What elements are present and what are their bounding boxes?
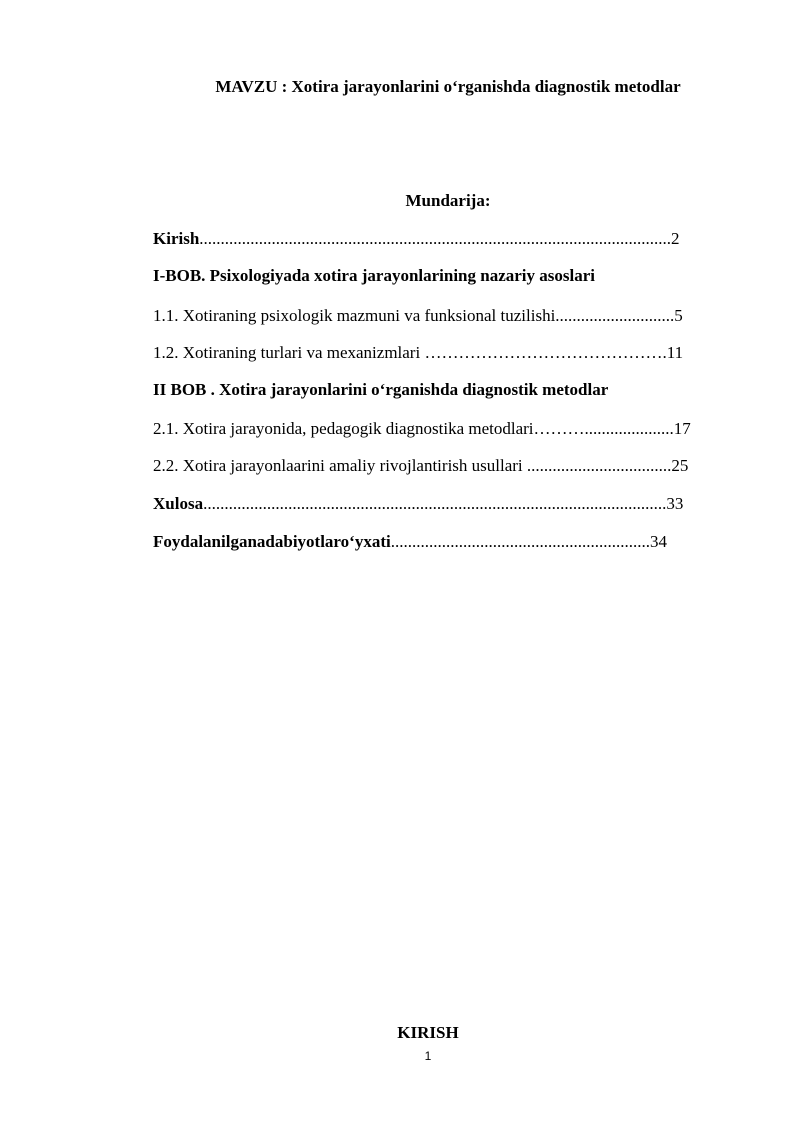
toc-entry-2-2 [153, 456, 688, 476]
toc-entry-page: 5 [674, 306, 683, 325]
toc-entry-references [153, 532, 667, 552]
toc-entry-leader: ............................................................................................................. [203, 494, 667, 513]
toc-entry-title: Xulosa [153, 494, 204, 513]
toc-entry-title: 2.2. Xotira jarayonlaarini amaliy rivojlantirish usullari [153, 456, 527, 475]
toc-entry-leader: ……………………………………. [424, 343, 667, 362]
toc-entry-title: Kirish [153, 229, 200, 248]
toc-entry-title: 2.1. Xotira jarayonida, pedagogik diagnostika metodlari [153, 419, 534, 438]
toc-heading: Mundarija: [405, 191, 491, 210]
toc-entry-page: 11 [666, 343, 684, 362]
section-heading: KIRISH [397, 1023, 459, 1042]
toc-entry-page: 17 [673, 419, 691, 438]
toc-entry-page: 2 [671, 229, 680, 248]
toc-entry-leader: ............................................................. [390, 532, 650, 551]
toc-entry-page: 25 [671, 456, 689, 475]
toc-entry-leader: ............................ [555, 306, 675, 325]
toc-entry-leader: ............................................................................................................... [199, 229, 672, 248]
page-number: 1 [424, 1049, 432, 1063]
toc-entry-title: II BOB . Xotira jarayonlarini o‘rganishda diagnostik metodlar [153, 380, 609, 399]
toc-entry-page: 34 [649, 532, 667, 551]
toc-entry-kirish [153, 229, 680, 249]
toc-entry-2-1 [153, 419, 691, 439]
toc-entry-leader: ………..................... [533, 419, 674, 438]
toc-entry-page: 33 [666, 494, 684, 513]
toc-entry-title: Foydalanilganadabiyotlaro‘yxati [153, 532, 391, 551]
toc-entry-title: I-BOB. Psixologiyada xotira jarayonlarining nazariy asoslari [153, 266, 596, 285]
toc-entry-title: 1.1. Xotiraning psixologik mazmuni va funksional tuzilishi [153, 306, 556, 325]
toc-entry-leader: .................................. [526, 456, 672, 475]
toc-entry-chapter-1 [153, 266, 595, 286]
page-title: MAVZU : Xotira jarayonlarini o‘rganishda diagnostik metodlar [215, 77, 681, 96]
toc-entry-title: 1.2. Xotiraning turlari va mexanizmlari [153, 343, 425, 362]
toc-entry-1-1 [153, 306, 683, 326]
toc-entry-xulosa [153, 494, 683, 514]
toc-entry-chapter-2 [153, 380, 608, 400]
toc-entry-1-2 [153, 343, 683, 363]
